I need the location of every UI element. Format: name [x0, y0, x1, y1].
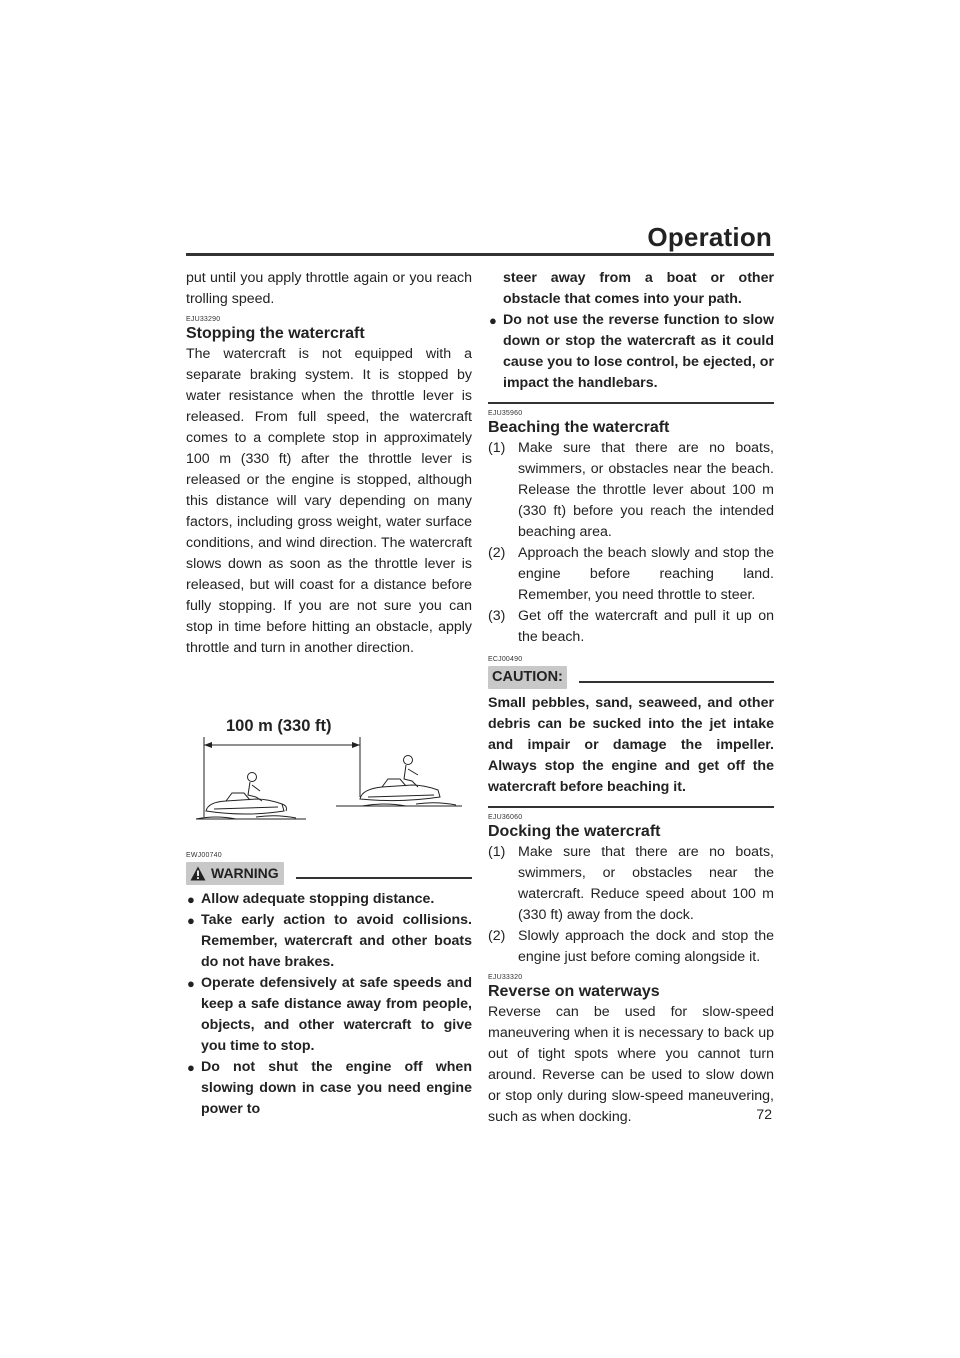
- stopping-distance-svg: [186, 707, 472, 842]
- list-item: ● Take early action to avoid collisions. Remember, watercraft and other boats do not have brakes.: [187, 912, 472, 970]
- caution-text: Small pebbles, sand, seaweed, and other debris can be sucked into the jet intake and impair or damage the impeller. Always stop the engine and get off the watercraft before beaching it.: [488, 695, 774, 795]
- watercraft-right-icon: [360, 756, 456, 807]
- warning-continued: steer away from a boat or other obstacle that comes into your path.: [503, 270, 774, 307]
- caution-end-rule: [488, 806, 774, 808]
- section-code: EJU35960: [488, 410, 523, 417]
- section-code: EJU33320: [488, 974, 523, 981]
- docking-steps: [488, 842, 774, 968]
- list-item: ● Allow adequate stopping distance.: [187, 891, 435, 907]
- page-title: Operation: [647, 222, 772, 252]
- stopping-paragraph: The watercraft is not equipped with a separate braking system. It is stopped by water resistance when the throttle lever is released. From full speed, the watercraft comes to a complete stop in approximately 100 m (330 ft) after the throttle lever is released or the engine is stopped, although this distance will vary depending on many factors, including gross weight, water surface conditions, and wind direction. The watercraft slows down as soon as the throttle lever is released, but will coast for a distance before fully stopping. If you are not sure you can stop in time before hitting an obstacle, apply throttle and turn in another direction.: [186, 346, 472, 656]
- header-rule: [186, 253, 774, 256]
- warning-triangle-icon: [190, 866, 206, 881]
- caution-code: ECJ00490: [488, 656, 523, 663]
- section-title-beaching: Beaching the watercraft: [488, 419, 670, 436]
- list-item: (1) Make sure that there are no boats, swimmers, or obstacles near the watercraft. Reduce speed about 100 m (330 ft) away from the dock.: [488, 844, 774, 923]
- left-column: [186, 268, 472, 1120]
- section-code: EJU36060: [488, 814, 523, 821]
- warning-label: WARNING: [211, 865, 279, 881]
- warning-code: EWJ00740: [186, 852, 222, 859]
- page-number: 72: [756, 1106, 772, 1122]
- section-title-stopping: Stopping the watercraft: [186, 325, 365, 342]
- list-item: (2) Slowly approach the dock and stop the engine just before coming alongside it.: [488, 928, 774, 965]
- right-column: [488, 268, 774, 1128]
- warning-rule: [296, 877, 472, 879]
- section-title-docking: Docking the watercraft: [488, 823, 661, 840]
- list-item: (1) Make sure that there are no boats, swimmers, or obstacles near the beach. Release the throttle lever about 100 m (330 ft) before you reach the intended beaching area.: [488, 440, 774, 540]
- warning-header: [186, 862, 472, 885]
- section-code: EJU33290: [186, 316, 221, 323]
- warning-list-continued: [488, 310, 774, 394]
- list-item: ● Operate defensively at safe speeds and keep a safe distance away from people, objects, and other watercraft to give you time to stop.: [187, 975, 472, 1054]
- intro-paragraph: put until you apply throttle again or you reach trolling speed.: [186, 270, 472, 307]
- beaching-steps: [488, 438, 774, 648]
- list-item: (2) Approach the beach slowly and stop the engine before reaching land. Remember, you need throttle to steer.: [488, 545, 774, 603]
- warning-list: [186, 889, 472, 1120]
- caution-header: [488, 666, 774, 689]
- caution-rule: [579, 681, 774, 683]
- caution-badge: CAUTION:: [488, 666, 567, 689]
- warning-end-rule: [488, 402, 774, 404]
- section-title-reverse: Reverse on waterways: [488, 983, 660, 1000]
- reverse-paragraph: Reverse can be used for slow-speed maneuvering when it is necessary to back up out of tight spots where you cannot turn around. Reverse can be used to slow down or stop only during slow-speed maneuvering, such as when docking.: [488, 1004, 774, 1125]
- warning-badge: [186, 862, 284, 885]
- list-item: ● Do not use the reverse function to slow down or stop the watercraft as it could cause you to lose control, be ejected, or impact the handlebars.: [489, 312, 774, 391]
- list-item: ● Do not shut the engine off when slowing down in case you need engine power to: [187, 1059, 472, 1117]
- watercraft-left-icon: [196, 773, 296, 820]
- list-item: (3) Get off the watercraft and pull it up on the beach.: [488, 608, 774, 645]
- stopping-distance-illustration: [186, 707, 472, 842]
- figure-distance-label: 100 m (330 ft): [226, 717, 332, 735]
